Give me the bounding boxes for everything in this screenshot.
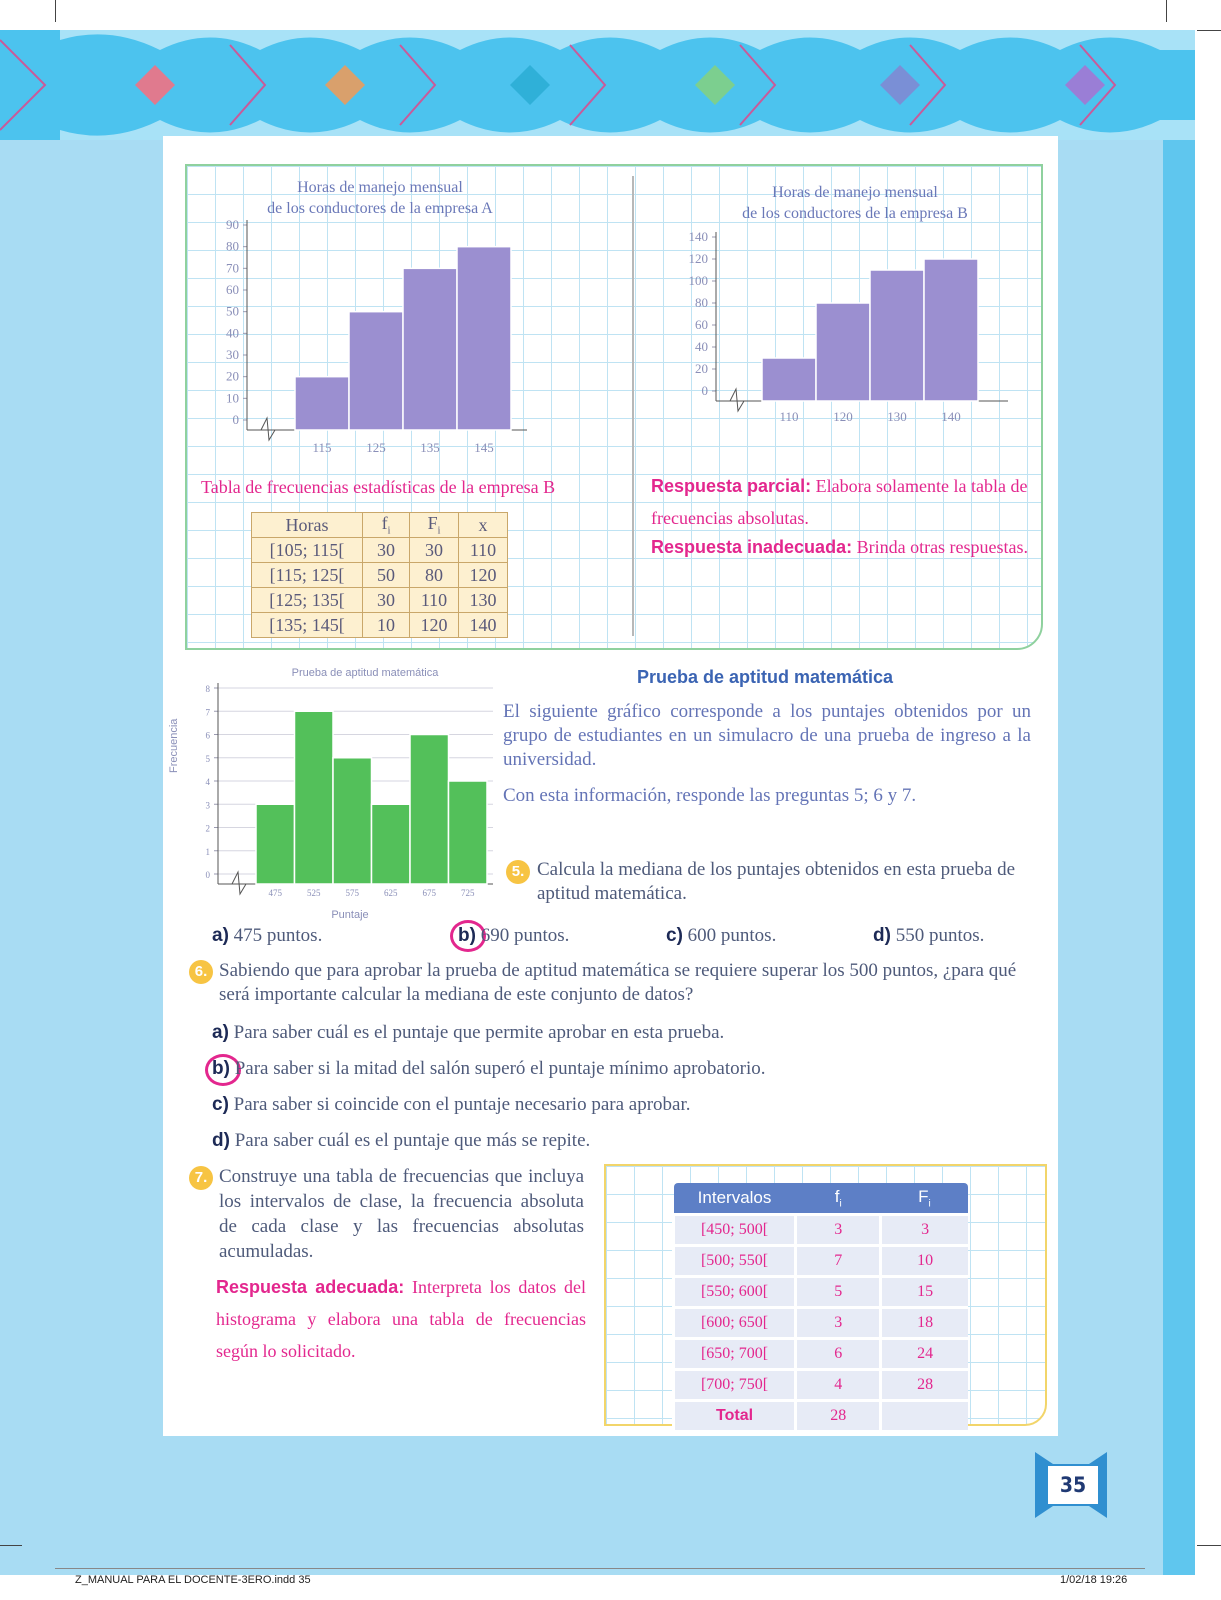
y-tick-label: 2 xyxy=(205,823,210,834)
x-tick-label: 475 xyxy=(268,888,282,898)
table-cell: [135; 145[ xyxy=(252,613,363,638)
bar xyxy=(333,758,372,884)
chart-a-title xyxy=(250,177,510,219)
table-cell: 28 xyxy=(881,1370,968,1401)
respuesta-parcial xyxy=(651,470,1031,534)
chart-aptitud-title: Prueba de aptitud matemática xyxy=(291,667,439,679)
table-b xyxy=(251,512,508,638)
q5-option-b[interactable]: b) 690 puntos. xyxy=(458,925,570,946)
table-cell: [700; 750[ xyxy=(674,1370,796,1401)
respuesta-inadecuada xyxy=(651,537,1041,558)
page-number: 35 xyxy=(1048,1466,1098,1504)
table-cell: 7 xyxy=(796,1246,881,1277)
axis-break xyxy=(261,418,275,440)
table-cell: 120 xyxy=(459,563,508,588)
y-tick-label: 100 xyxy=(688,273,708,288)
chart-a-title-line2: de los conductores de la empresa A xyxy=(267,200,493,217)
y-tick-label: 0 xyxy=(205,870,210,880)
y-tick-label: 50 xyxy=(226,303,239,319)
y-tick-label: 140 xyxy=(688,230,708,244)
table-cell: 10 xyxy=(881,1246,968,1277)
table-cell xyxy=(881,1401,968,1431)
table-row xyxy=(674,1215,969,1246)
table-row xyxy=(674,1246,969,1277)
table-cell: 50 xyxy=(363,563,410,588)
table-cell: 30 xyxy=(363,588,410,613)
table-b-header xyxy=(252,513,508,538)
table-row xyxy=(674,1277,969,1308)
y-tick-label: 70 xyxy=(226,260,239,276)
bar xyxy=(870,270,924,401)
table-q7-header-intervalos: Intervalos xyxy=(674,1183,796,1215)
table-cell: 110 xyxy=(459,538,508,563)
bar xyxy=(372,804,411,884)
question-7-number: 7. xyxy=(189,1166,213,1190)
q6-option-b[interactable]: b) Para saber si la mitad del salón superó el puntaje mínimo aprobatorio. xyxy=(212,1058,766,1079)
respuesta-adecuada-label: Respuesta adecuada: xyxy=(216,1277,405,1297)
question-7-text: Construye una tabla de frecuencias que incluya los intervalos de clase, la frecuencia absoluta de cada clase y las frecuencias absolutas acumuladas. xyxy=(219,1166,584,1262)
bar xyxy=(457,247,511,430)
bar xyxy=(295,711,334,884)
q6-option-a[interactable]: a) Para saber cuál es el puntaje que permite aprobar en esta prueba. xyxy=(212,1022,725,1043)
y-tick-label: 8 xyxy=(205,684,210,694)
table-cell: 18 xyxy=(881,1308,968,1339)
section-intro: El siguiente gráfico corresponde a los puntajes obtenidos por un grupo de estudiantes en un simulacro de una prueba de ingreso a la universidad. xyxy=(503,701,1031,770)
footer-date: 1/02/18 19:26 xyxy=(1060,1574,1128,1586)
right-margin-strip xyxy=(1163,140,1195,1575)
crop-mark xyxy=(55,0,56,22)
bar xyxy=(349,312,403,430)
q5-option-d[interactable]: d) 550 puntos. xyxy=(873,925,985,946)
table-cell: 30 xyxy=(363,538,410,563)
y-tick-label: 120 xyxy=(688,251,708,266)
table-cell: [650; 700[ xyxy=(674,1339,796,1370)
y-tick-label: 3 xyxy=(205,800,210,811)
table-cell: 24 xyxy=(881,1339,968,1370)
respuesta-inadecuada-text: Brinda otras respuestas. xyxy=(856,537,1029,557)
crop-mark xyxy=(1197,30,1221,31)
respuesta-parcial-text: Elabora solamente la tabla de frecuencias absolutas. xyxy=(651,476,1028,528)
table-cell: [115; 125[ xyxy=(252,563,363,588)
y-tick-label: 80 xyxy=(226,238,239,254)
table-cell: 3 xyxy=(881,1215,968,1246)
respuesta-parcial-label: Respuesta parcial: xyxy=(651,476,812,496)
chart-a-title-line1: Horas de manejo mensual xyxy=(297,179,463,196)
x-tick-label: 145 xyxy=(474,440,494,455)
question-6-number: 6. xyxy=(189,960,213,984)
x-tick-label: 115 xyxy=(312,440,332,455)
x-tick-label: 120 xyxy=(833,409,853,424)
y-tick-label: 80 xyxy=(695,295,708,310)
chart-b-title-line2: de los conductores de la empresa B xyxy=(742,205,968,222)
x-tick-label: 675 xyxy=(422,888,436,898)
x-tick-label: 125 xyxy=(366,440,386,455)
table-cell: 120 xyxy=(410,613,459,638)
bar xyxy=(449,781,488,884)
table-row xyxy=(252,613,508,638)
decorative-header-band xyxy=(0,30,1195,140)
crop-mark xyxy=(1197,1545,1221,1546)
table-row xyxy=(674,1339,969,1370)
q6-option-c[interactable]: c) Para saber si coincide con el puntaje necesario para aprobar. xyxy=(212,1094,691,1115)
table-b-header-x: x xyxy=(459,513,508,538)
y-tick-label: 60 xyxy=(226,282,239,297)
footer-filename: Z_MANUAL PARA EL DOCENTE-3ERO.indd 35 xyxy=(75,1574,311,1586)
table-cell: [550; 600[ xyxy=(674,1277,796,1308)
y-tick-label: 10 xyxy=(226,390,239,406)
q5-option-a[interactable]: a) 475 puntos. xyxy=(212,925,323,946)
chart-aptitud-xlabel: Puntaje xyxy=(331,909,369,921)
axis-break xyxy=(232,872,246,894)
chart-a xyxy=(205,220,540,465)
crop-mark xyxy=(0,1545,22,1546)
q5-option-c[interactable]: c) 600 puntos. xyxy=(666,925,777,946)
table-cell: 3 xyxy=(796,1308,881,1339)
table-row xyxy=(252,538,508,563)
bar xyxy=(762,358,816,401)
respuesta-inadecuada-label: Respuesta inadecuada: xyxy=(651,537,853,557)
bar xyxy=(256,804,295,884)
chart-aptitud-ylabel: Frecuencia xyxy=(168,718,180,773)
y-tick-label: 40 xyxy=(695,339,708,354)
table-cell: 110 xyxy=(410,588,459,613)
x-tick-label: 130 xyxy=(887,409,907,424)
chart-aptitud xyxy=(196,680,496,905)
divider xyxy=(632,176,634,636)
y-tick-label: 40 xyxy=(226,325,239,341)
respuesta-adecuada xyxy=(216,1271,586,1367)
crop-mark xyxy=(1166,0,1167,22)
x-tick-label: 110 xyxy=(779,409,799,424)
y-tick-label: 7 xyxy=(205,707,210,718)
bar xyxy=(403,268,457,430)
table-cell: 30 xyxy=(410,538,459,563)
question-5-number: 5. xyxy=(506,860,530,884)
table-row xyxy=(674,1370,969,1401)
table-row xyxy=(252,563,508,588)
chart-b-title-line1: Horas de manejo mensual xyxy=(772,184,938,201)
table-cell: 4 xyxy=(796,1370,881,1401)
bar xyxy=(816,303,870,401)
table-cell: 6 xyxy=(796,1339,881,1370)
question-5-text: Calcula la mediana de los puntajes obtenidos en esta prueba de aptitud matemática. xyxy=(537,859,1016,904)
y-tick-label: 60 xyxy=(695,317,708,332)
table-cell: 130 xyxy=(459,588,508,613)
section-heading: Prueba de aptitud matemática xyxy=(636,667,894,687)
y-tick-label: 5 xyxy=(205,753,210,764)
x-tick-label: 625 xyxy=(384,888,398,898)
bar xyxy=(924,259,978,401)
y-tick-label: 0 xyxy=(701,383,708,398)
axis-break xyxy=(730,389,744,411)
table-b-caption: Tabla de frecuencias estadísticas de la empresa B xyxy=(201,477,556,497)
table-b-header-Fi: $F_i$ xyxy=(410,513,459,538)
bar xyxy=(295,377,349,430)
table-cell: 15 xyxy=(881,1277,968,1308)
question-6-text: Sabiendo que para aprobar la prueba de aptitud matemática se requiere superar los 500 puntos, ¿para qué será importante calcular la mediana de este conjunto de datos? xyxy=(219,960,1017,1005)
table-row xyxy=(252,588,508,613)
table-row xyxy=(674,1308,969,1339)
table-total-value: 28 xyxy=(796,1401,881,1431)
table-cell: 80 xyxy=(410,563,459,588)
chart-b xyxy=(680,230,1010,435)
table-cell: [600; 650[ xyxy=(674,1308,796,1339)
table-cell: 5 xyxy=(796,1277,881,1308)
x-tick-label: 575 xyxy=(345,888,359,898)
table-total-row xyxy=(674,1401,969,1431)
y-tick-label: 20 xyxy=(695,361,708,376)
x-tick-label: 725 xyxy=(461,888,475,898)
y-tick-label: 1 xyxy=(205,846,210,857)
table-cell: 140 xyxy=(459,613,508,638)
table-cell: [125; 135[ xyxy=(252,588,363,613)
x-tick-label: 525 xyxy=(307,888,321,898)
table-cell: 3 xyxy=(796,1215,881,1246)
y-tick-label: 0 xyxy=(232,412,239,427)
section-instruction: Con esta información, responde las preguntas 5; 6 y 7. xyxy=(503,785,917,806)
table-b-header-fi: $f_i$ xyxy=(363,513,410,538)
q6-option-d[interactable]: d) Para saber cuál es el puntaje que más se repite. xyxy=(212,1130,591,1151)
table-q7-header xyxy=(674,1183,969,1215)
x-tick-label: 135 xyxy=(420,440,440,455)
y-tick-label: 30 xyxy=(226,347,239,362)
y-tick-label: 6 xyxy=(205,730,210,741)
table-cell: [500; 550[ xyxy=(674,1246,796,1277)
table-b-header-horas: Horas xyxy=(252,513,363,538)
y-tick-label: 20 xyxy=(226,368,239,384)
table-q7 xyxy=(672,1183,968,1430)
table-total-label: Total xyxy=(674,1401,796,1431)
table-q7-header-fi: $f_i$ xyxy=(796,1183,881,1215)
table-cell: 10 xyxy=(363,613,410,638)
table-q7-header-Fi: $F_i$ xyxy=(881,1183,968,1215)
bar xyxy=(410,735,449,885)
table-cell: [450; 500[ xyxy=(674,1215,796,1246)
footer-rule xyxy=(55,1568,1145,1569)
y-tick-label: 90 xyxy=(226,220,239,232)
x-tick-label: 140 xyxy=(941,409,961,424)
chart-b-title xyxy=(720,182,990,224)
respuesta-adecuada-text: Interpreta los datos del histograma y elabora una tabla de frecuencias según lo solicitado. xyxy=(216,1277,586,1361)
y-tick-label: 4 xyxy=(205,777,210,787)
table-cell: [105; 115[ xyxy=(252,538,363,563)
